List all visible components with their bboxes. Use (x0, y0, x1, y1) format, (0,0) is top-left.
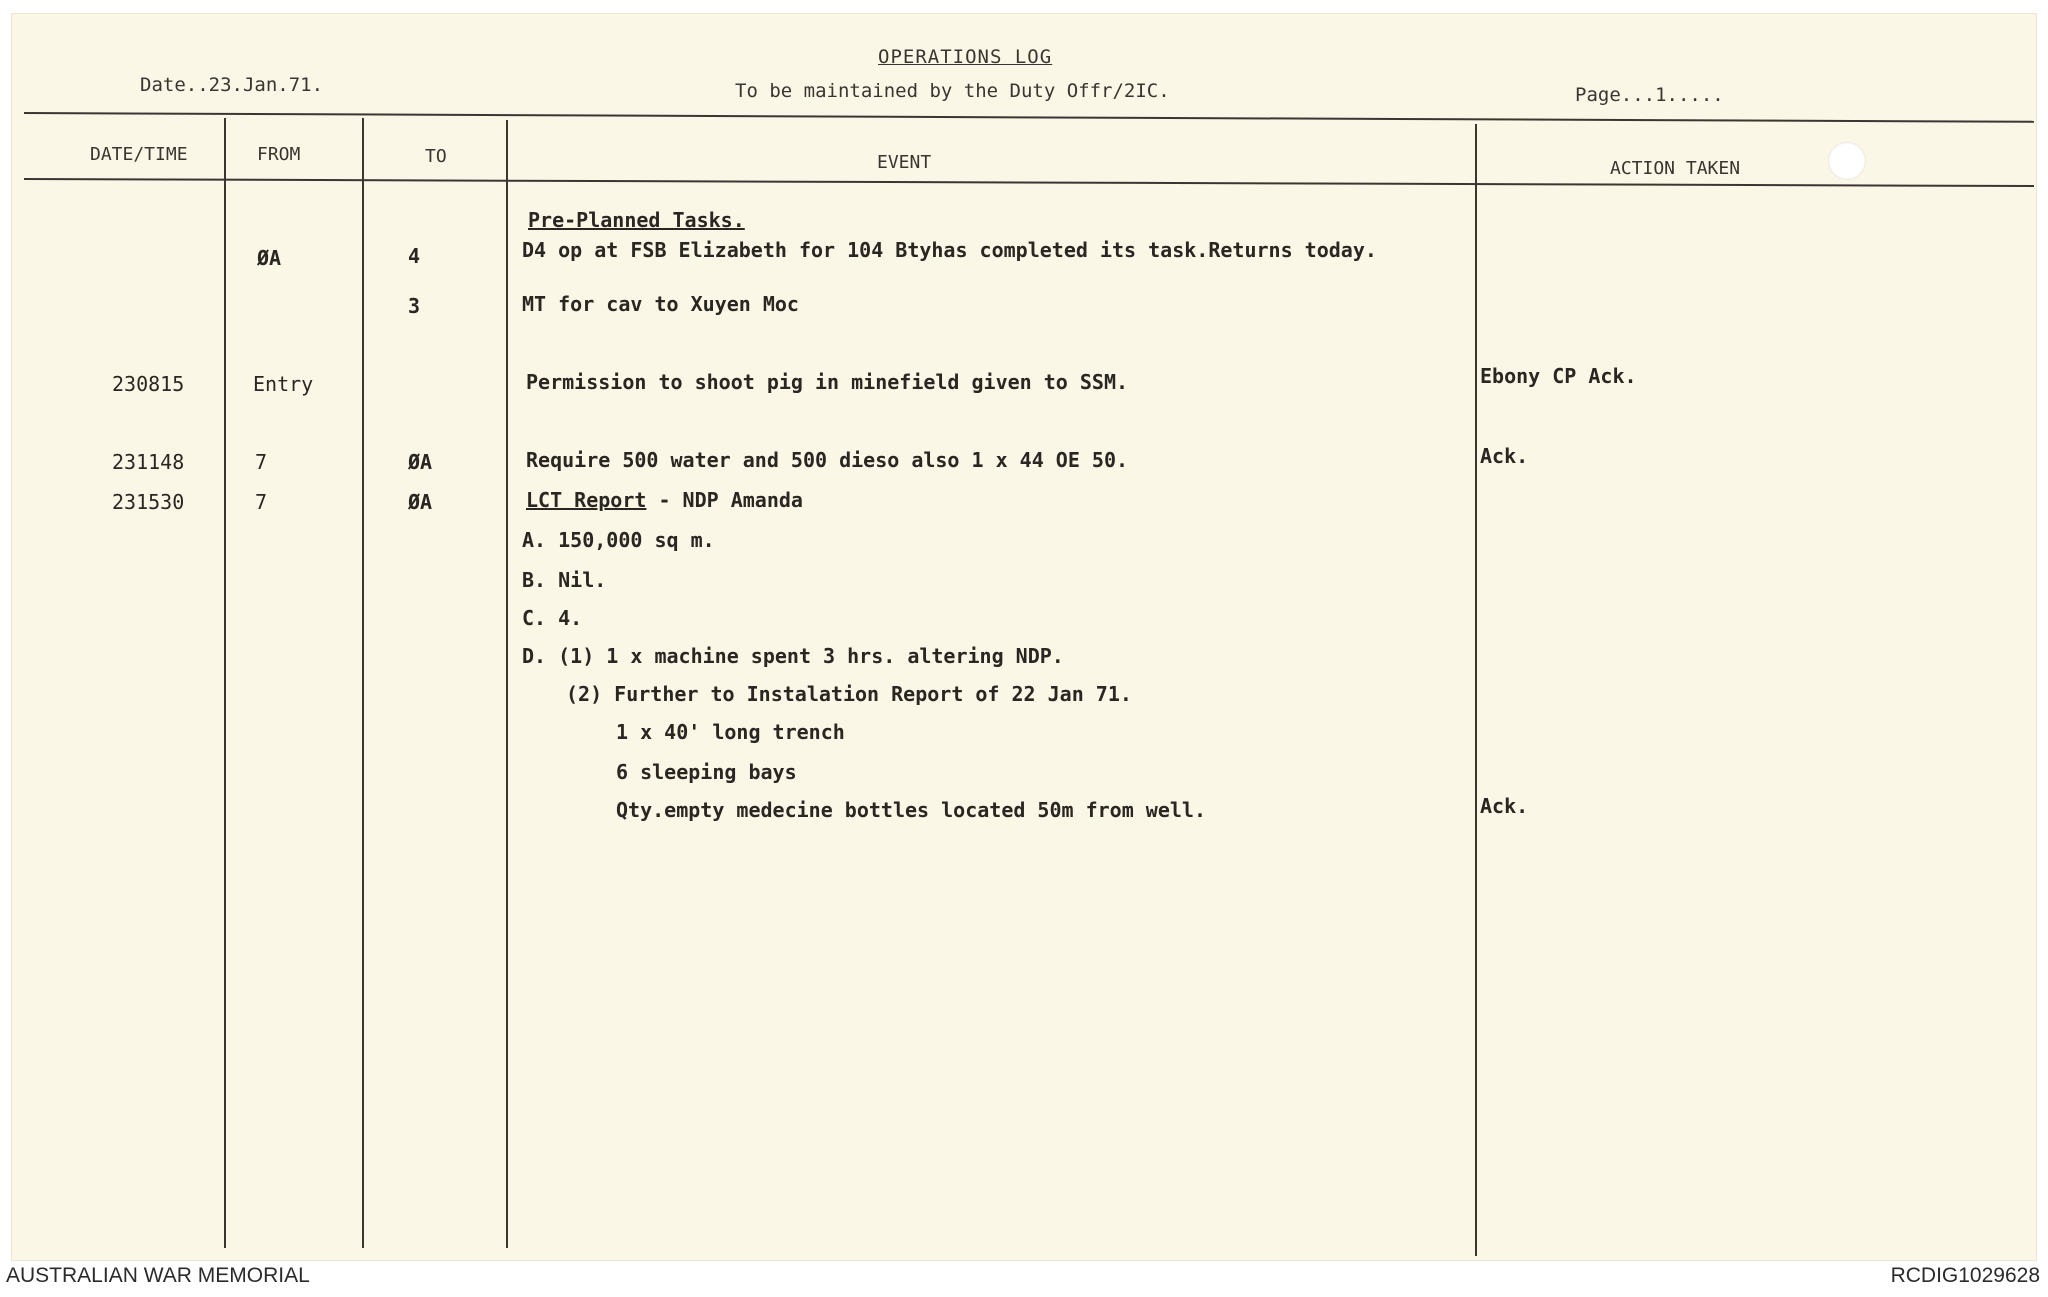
log-subtitle: To be maintained by the Duty Offr/2IC. (735, 80, 1170, 102)
column-header-datetime: DATE/TIME (90, 144, 188, 165)
punch-hole (1828, 142, 1866, 180)
divider-datetime-from (224, 118, 226, 1248)
to-cell: ØA (408, 490, 433, 514)
action-cell: Ebony CP Ack. (1480, 364, 1637, 388)
divider-to-event (506, 120, 508, 1248)
divider-from-to (362, 118, 364, 1248)
event-text: D4 op at FSB Elizabeth for 104 Btyhas completed its task.Returns today. (522, 238, 1377, 262)
event-text: C. 4. (522, 606, 583, 630)
date-field: Date..23.Jan.71. (140, 74, 324, 96)
action-cell: Ack. (1480, 794, 1529, 818)
event-text: 6 sleeping bays (616, 760, 797, 784)
column-header-to: TO (425, 146, 447, 167)
archive-credit: AUSTRALIAN WAR MEMORIAL (6, 1264, 310, 1287)
log-title: OPERATIONS LOG (878, 46, 1053, 68)
event-text: B. Nil. (522, 568, 607, 592)
datetime-cell: 231148 (112, 450, 185, 474)
event-heading-suffix: - NDP Amanda (646, 488, 803, 512)
event-text: D. (1) 1 x machine spent 3 hrs. altering NDP. (522, 644, 1064, 668)
from-cell: ØA (257, 246, 282, 270)
event-text: Permission to shoot pig in minefield given to SSM. (526, 370, 1129, 394)
from-cell: Entry (253, 372, 314, 396)
event-heading: LCT Report (526, 488, 647, 512)
column-header-event: EVENT (877, 152, 932, 173)
column-header-action: ACTION TAKEN (1610, 158, 1741, 179)
to-cell: 4 (408, 244, 421, 268)
divider-event-action (1475, 124, 1477, 1256)
event-text: (2) Further to Instalation Report of 22 Jan 71. (566, 682, 1132, 706)
datetime-cell: 231530 (112, 490, 185, 514)
log-sheet (12, 14, 2036, 1260)
column-header-from: FROM (257, 144, 301, 165)
record-id: RCDIG1029628 (1890, 1264, 2040, 1287)
event-text: Require 500 water and 500 dieso also 1 x 44 OE 50. (526, 448, 1129, 472)
event-text: A. 150,000 sq m. (522, 528, 715, 552)
event-text: Pre-Planned Tasks. (528, 208, 745, 232)
page-field: Page...1..... (1575, 84, 1724, 106)
event-text: Qty.empty medecine bottles located 50m from well. (616, 798, 1207, 822)
to-cell: ØA (408, 450, 433, 474)
from-cell: 7 (255, 450, 268, 474)
from-cell: 7 (255, 490, 268, 514)
action-cell: Ack. (1480, 444, 1529, 468)
event-text: MT for cav to Xuyen Moc (522, 292, 799, 316)
event-text: 1 x 40' long trench (616, 720, 845, 744)
datetime-cell: 230815 (112, 372, 185, 396)
to-cell: 3 (408, 294, 421, 318)
event-text (526, 488, 803, 512)
